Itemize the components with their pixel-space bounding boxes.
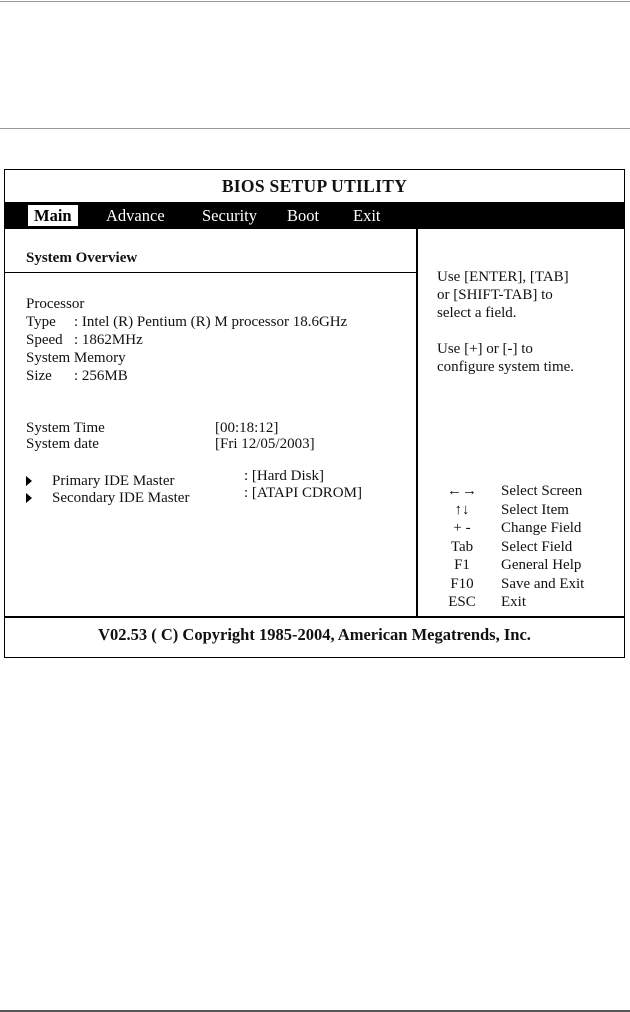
tab-security[interactable]: Security [202,206,257,225]
memory-size-label: Size [26,368,52,384]
key-desc: Select Field [501,538,573,555]
key-desc: Save and Exit [501,575,585,592]
key-label: Tab [450,538,474,555]
secondary-ide-label: Secondary IDE Master [52,490,190,506]
bios-setup-window [4,169,625,658]
key-label: ESC [448,594,476,610]
submenu-arrow-icon [26,476,32,486]
secondary-ide-value: : [ATAPI CDROM] [244,485,362,501]
tab-main[interactable]: Main [28,205,78,226]
help-line: select a field. [437,305,517,321]
system-date-label: System date [26,436,99,452]
panel-divider [416,229,418,616]
tab-boot[interactable]: Boot [287,206,320,225]
page-header-rule [0,128,630,129]
processor-speed-label: Speed [26,332,63,348]
key-desc: Change Field [501,520,582,536]
key-desc: Exit [501,594,526,610]
processor-speed-value: : 1862MHz [74,332,143,348]
footer-divider [5,616,624,618]
system-overview-heading: System Overview [26,250,138,266]
system-memory-heading: System Memory [26,350,126,366]
left-right-arrows-icon: ←→ [447,483,477,499]
memory-size-value: : 256MB [74,368,128,384]
page-top-rule [0,1,630,2]
copyright-footer: V02.53 ( C) Copyright 1985-2004, American Megatrends, Inc. [98,625,531,644]
processor-heading: Processor [26,296,85,312]
processor-type-value: : Intel (R) Pentium (R) M processor 18.6GHz [74,314,348,330]
processor-type-label: Type [26,314,56,330]
key-desc: Select Item [501,501,569,518]
overview-underline [5,272,416,273]
help-line: Use [ENTER], [TAB] [437,269,569,285]
system-time-field[interactable]: [00:18:12] [215,420,279,436]
tab-advance[interactable]: Advance [106,206,165,225]
menu-bar [5,202,624,229]
up-down-arrows-icon: ↑↓ [454,501,470,518]
tab-exit[interactable]: Exit [353,206,381,225]
key-label: F10 [450,575,474,592]
key-label: F1 [454,557,470,573]
submenu-arrow-icon [26,493,32,503]
key-label: + - [453,520,471,536]
help-line: or [SHIFT-TAB] to [437,287,553,303]
help-line: configure system time. [437,359,575,375]
system-time-label: System Time [26,420,105,436]
key-desc: General Help [501,557,582,573]
help-line: Use [+] or [-] to [437,341,533,357]
primary-ide-label: Primary IDE Master [52,473,175,489]
key-desc: Select Screen [501,483,583,499]
primary-ide-value: : [Hard Disk] [244,468,324,484]
bios-title: BIOS SETUP UTILITY [221,176,408,196]
system-date-field[interactable]: [Fri 12/05/2003] [215,436,315,452]
